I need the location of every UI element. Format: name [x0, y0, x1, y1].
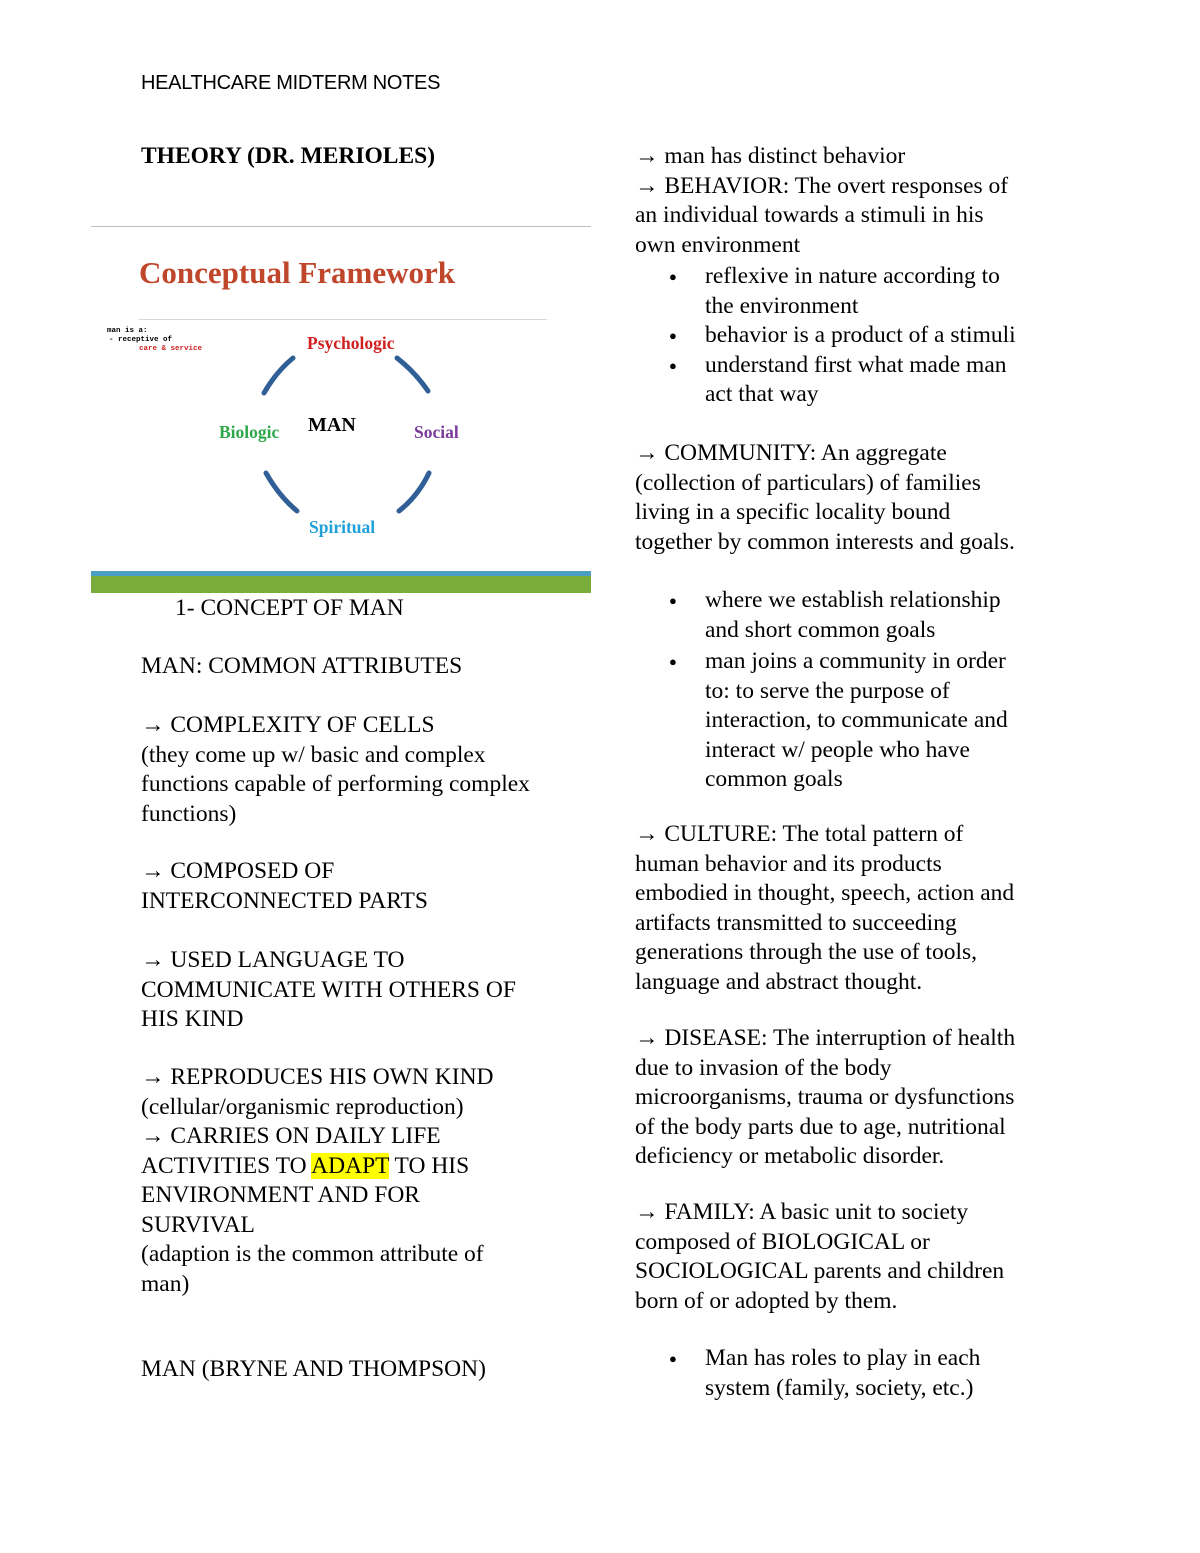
figure-footer-green-bar	[91, 576, 591, 593]
bullet-line: ● man joins a community in order	[705, 648, 1006, 674]
figure-note-line-3: care & service	[139, 345, 203, 353]
attribute-line: man)	[141, 1270, 190, 1297]
bullet-item	[635, 351, 1065, 410]
attribute-line: (they come up w/ basic and complex	[141, 741, 486, 768]
note-line: born of or adopted by them.	[635, 1287, 898, 1314]
attribute-line: functions)	[141, 800, 237, 827]
attribute-line: (cellular/organismic reproduction)	[141, 1093, 464, 1120]
note-line: own environment	[635, 231, 801, 258]
note-line: due to invasion of the body	[635, 1054, 892, 1081]
attribute-line: → COMPOSED OF	[141, 858, 335, 884]
note-line: → BEHAVIOR: The overt responses of	[635, 172, 1009, 199]
note-line: (collection of particulars) of families	[635, 469, 981, 496]
attribute-text: ACTIVITIES TO	[141, 1152, 312, 1179]
attribute-line: INTERCONNECTED PARTS	[141, 887, 428, 914]
bullet-line: ● Man has roles to play in each	[705, 1345, 981, 1371]
bryne-heading: MAN (BRYNE AND THOMPSON)	[141, 1356, 486, 1382]
bullet-line: and short common goals	[705, 616, 936, 643]
bullet-item	[635, 321, 1065, 351]
bullet-line: ● reflexive in nature according to	[705, 263, 1000, 289]
bullet-line: common goals	[705, 766, 843, 792]
bullet-line: ● where we establish relationship	[705, 587, 1001, 613]
note-line: → CULTURE: The total pattern of	[635, 821, 964, 847]
figure-note-line-1: man is a:	[107, 327, 148, 335]
figure-label-man: MAN	[308, 414, 356, 436]
behavior-block	[635, 142, 1065, 410]
family-block	[635, 1198, 1065, 1316]
bullet-line: interact w/ people who have	[705, 736, 970, 763]
community-bullets	[635, 586, 1065, 795]
attribute-line: SURVIVAL	[141, 1211, 255, 1238]
note-line: together by common interests and goals.	[635, 528, 1015, 555]
attribute-complexity-block	[141, 711, 581, 829]
attribute-line: HIS KIND	[141, 1006, 244, 1032]
attribute-line: ENVIRONMENT AND FOR	[141, 1182, 420, 1208]
arc-bottom-right	[399, 473, 429, 511]
note-line: composed of BIOLOGICAL or	[635, 1228, 930, 1255]
note-line: → FAMILY: A basic unit to society	[635, 1199, 969, 1225]
attribute-text: TO HIS	[389, 1152, 470, 1179]
culture-block	[635, 820, 1065, 997]
note-line: → man has distinct behavior	[635, 143, 906, 169]
note-line: → COMMUNITY: An aggregate	[635, 440, 947, 466]
note-line: human behavior and its products	[635, 850, 942, 877]
figure-label-biologic: Biologic	[219, 422, 280, 442]
roles-bullets	[635, 1344, 1065, 1403]
note-line: living in a specific locality bound	[635, 499, 951, 525]
note-line: SOCIOLOGICAL parents and children	[635, 1258, 1005, 1284]
note-line: embodied in thought, speech, action and	[635, 880, 1015, 906]
bullet-item	[635, 647, 1065, 795]
attribute-line: → COMPLEXITY OF CELLS	[141, 712, 435, 738]
arc-bottom-left	[266, 473, 297, 511]
concept-heading: 1- CONCEPT OF MAN	[175, 595, 404, 621]
bullet-line: ● understand first what made man	[705, 351, 1007, 378]
figure-label-social: Social	[414, 422, 459, 442]
bullet-line: ● behavior is a product of a stimuli	[705, 322, 1016, 348]
bullet-item	[635, 262, 1065, 321]
note-line: of the body parts due to age, nutritional	[635, 1113, 1006, 1140]
attributes-heading: MAN: COMMON ATTRIBUTES	[141, 653, 463, 679]
behavior-bullet-list	[635, 262, 1065, 410]
attribute-line: → CARRIES ON DAILY LIFE	[141, 1123, 441, 1149]
bullet-line: system (family, society, etc.)	[705, 1374, 974, 1401]
note-line: microorganisms, trauma or dysfunctions	[635, 1084, 1015, 1110]
attribute-line: COMMUNICATE WITH OTHERS OF	[141, 976, 516, 1003]
community-bullet-list	[635, 586, 1065, 795]
note-line: artifacts transmitted to succeeding	[635, 909, 957, 936]
bullet-item	[635, 1344, 1065, 1403]
attribute-line: → USED LANGUAGE TO	[141, 947, 405, 973]
bullet-item	[635, 586, 1065, 645]
bullet-line: to: to serve the purpose of	[705, 677, 950, 704]
document-header: HEALTHCARE MIDTERM NOTES	[141, 72, 441, 94]
bullet-line: the environment	[705, 292, 859, 319]
disease-block	[635, 1024, 1065, 1172]
attribute-line	[141, 1152, 494, 1182]
bullet-line: act that way	[705, 381, 819, 407]
community-block	[635, 439, 1065, 557]
highlighted-adapt: ADAPT	[311, 1152, 390, 1179]
attribute-line: (adaption is the common attribute of	[141, 1241, 484, 1267]
note-line: → DISEASE: The interruption of health	[635, 1025, 1016, 1051]
figure-label-spiritual: Spiritual	[309, 517, 376, 537]
bullet-line: interaction, to communicate and	[705, 707, 1008, 733]
attribute-reproduction-block	[141, 1063, 494, 1299]
section-title: THEORY (DR. MERIOLES)	[141, 143, 436, 169]
note-line: generations through the use of tools,	[635, 939, 977, 965]
note-line: an individual towards a stimuli in his	[635, 202, 984, 228]
figure-label-psychologic: Psychologic	[307, 333, 395, 353]
attribute-line: → REPRODUCES HIS OWN KIND	[141, 1064, 494, 1090]
note-line: language and abstract thought.	[635, 968, 923, 995]
attribute-line: functions capable of performing complex	[141, 771, 530, 797]
figure-title: Conceptual Framework	[139, 255, 455, 290]
note-line: deficiency or metabolic disorder.	[635, 1143, 945, 1169]
attribute-language-block	[141, 946, 516, 1035]
arc-top-right	[397, 358, 428, 391]
roles-bullet-list	[635, 1344, 1065, 1403]
figure-note-line-2: - receptive of	[109, 336, 173, 344]
arc-top-left	[264, 358, 293, 393]
attribute-interconnected-block	[141, 857, 428, 916]
conceptual-framework-figure	[91, 226, 591, 593]
